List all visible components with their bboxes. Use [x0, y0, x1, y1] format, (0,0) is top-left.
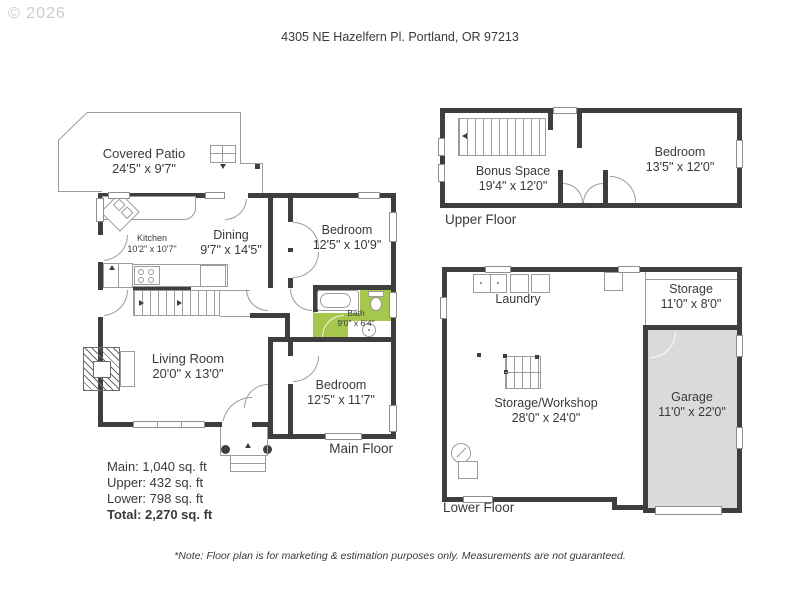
wall: [440, 108, 742, 113]
room-label-garage: [646, 390, 738, 420]
window-mullion: [157, 421, 158, 428]
door-arc: [290, 289, 312, 311]
wall: [288, 198, 293, 222]
room-label-storage-workshop: [480, 396, 612, 426]
stair-landing-line: [505, 372, 541, 373]
room-dims: 28'0" x 24'0": [511, 410, 581, 425]
room-name: Laundry: [495, 292, 541, 306]
window: [736, 427, 743, 449]
room-name: Bedroom: [654, 145, 706, 159]
room-dims: 19'4" x 12'0": [478, 178, 548, 193]
room-name: Dining: [213, 228, 249, 242]
patio-wall: [87, 112, 240, 113]
porch-outline: [267, 427, 268, 455]
floor-label-text: Lower Floor: [443, 500, 515, 515]
room-dims: 11'0" x 8'0": [660, 296, 722, 311]
wall: [268, 342, 273, 427]
floor-label-text: Upper Floor: [445, 212, 517, 227]
room-dims: 12'5" x 11'7": [307, 392, 375, 407]
room-name: Bath: [347, 308, 365, 318]
wall: [577, 108, 582, 148]
electrical-panel: [458, 461, 478, 479]
window-mullion: [181, 421, 182, 428]
wall: [440, 108, 445, 208]
garage-door: [655, 506, 722, 515]
direction-arrow: [462, 133, 467, 139]
area-summary-upper: Upper: 432 sq. ft: [107, 475, 204, 490]
side-door-gap: [96, 290, 104, 317]
closet-door-arc: [583, 183, 603, 203]
room-name: Bedroom: [315, 378, 367, 392]
room-label-upper-bedroom: [622, 145, 738, 175]
patio-wall: [240, 163, 262, 164]
wall: [643, 325, 742, 330]
room-dims: 12'5" x 10'9": [312, 237, 382, 252]
floor-label-text: Main Floor: [329, 441, 393, 456]
pantry-divider: [118, 263, 119, 288]
fireplace-firebox: [93, 361, 111, 378]
porch-post: [221, 445, 230, 454]
room-label-bedroom1: [300, 223, 394, 253]
stairs: [458, 118, 546, 156]
room-name: Kitchen: [136, 233, 168, 243]
washer: [510, 274, 529, 293]
room-dims: 9'7" x 14'5": [200, 242, 262, 257]
window: [325, 433, 362, 440]
stair-post: [535, 355, 539, 359]
skylight-symbol-line: [222, 145, 223, 163]
wall: [288, 342, 293, 356]
sink-drain: [497, 282, 499, 284]
room-label-living-room: [130, 351, 246, 382]
room-label-bedroom2: [295, 378, 387, 408]
direction-arrow: [177, 300, 182, 306]
room-label-laundry: [470, 292, 566, 307]
area-summary-main: Main: 1,040 sq. ft: [107, 459, 207, 474]
patio-wall: [262, 163, 263, 193]
wall: [603, 170, 608, 203]
room-dims: 11'0" x 22'0": [658, 404, 726, 419]
room-name: Storage/Workshop: [494, 396, 598, 410]
stair-rail: [220, 290, 250, 291]
area-summary-total: Total: 2,270 sq. ft: [107, 507, 213, 522]
patio-wall: [58, 112, 87, 141]
room-dims: 20'0" x 13'0": [152, 366, 224, 382]
window: [108, 192, 130, 199]
window: [438, 164, 445, 182]
door-arc: [225, 198, 247, 220]
patio-wall: [58, 191, 102, 192]
window: [358, 192, 380, 199]
patio-wall: [240, 112, 241, 164]
direction-arrow: [109, 265, 115, 270]
laundry-sink-divider: [490, 274, 491, 293]
stove: [134, 266, 160, 285]
window: [96, 198, 104, 222]
area-summary-lower: Lower: 798 sq. ft: [107, 491, 204, 506]
stove-burner: [148, 277, 154, 283]
room-dims: 13'5" x 12'0": [645, 159, 715, 174]
wall: [440, 203, 742, 208]
dryer: [531, 274, 550, 293]
stove-burner: [148, 269, 154, 275]
stove-burner: [138, 277, 144, 283]
window: [438, 138, 445, 156]
window: [133, 421, 205, 428]
storage-partition: [645, 279, 737, 280]
window: [440, 297, 447, 319]
direction-arrow: [245, 443, 251, 448]
wall: [344, 337, 391, 342]
floor-label-upper: [445, 212, 565, 228]
wall: [288, 384, 293, 434]
room-dims: 24'5" x 9'7": [111, 161, 177, 177]
room-name: Garage: [671, 390, 713, 404]
door-arc: [610, 176, 636, 202]
closet-door-arc: [293, 252, 319, 278]
room-label-kitchen: [112, 233, 192, 254]
room-label-bath: [330, 308, 382, 328]
page-title: 4305 NE Hazelfern Pl. Portland, OR 97213: [281, 30, 519, 44]
skylight-symbol: [210, 145, 236, 163]
floor-label-lower: [443, 500, 563, 516]
stair-post: [503, 354, 507, 358]
sink-basin: [121, 206, 134, 219]
room-name: Storage: [669, 282, 713, 296]
room-label-bonus-space: [455, 164, 571, 194]
room-label-dining: [188, 228, 274, 258]
room-dims: 10'2" x 10'7": [127, 243, 177, 254]
room-name: Bonus Space: [475, 164, 551, 178]
patio-door-gap: [225, 192, 248, 199]
floor-label-main: [290, 441, 393, 457]
window: [553, 107, 577, 114]
room-name: Covered Patio: [102, 146, 186, 161]
door-arc: [246, 289, 268, 311]
wall: [288, 278, 293, 288]
porch-outline: [220, 427, 221, 455]
wall: [268, 337, 344, 342]
disclaimer-note: *Note: Floor plan is for marketing & estimation purposes only. Measurements are not guaranteed.: [174, 550, 626, 562]
front-door-gap: [222, 421, 252, 428]
bathtub-basin: [320, 293, 351, 308]
skylight-symbol-line: [210, 153, 236, 154]
window: [736, 335, 743, 357]
sink-drain: [368, 329, 370, 331]
door-arc: [102, 290, 128, 316]
refrigerator: [200, 265, 226, 287]
window: [618, 266, 640, 273]
room-label-covered-patio: [84, 146, 204, 177]
porch-step-line: [230, 463, 266, 464]
window: [389, 292, 397, 318]
patio-wall: [58, 140, 59, 192]
wall-post: [255, 164, 260, 169]
room-name: Bedroom: [321, 223, 373, 237]
plan-marker: [477, 353, 481, 357]
sink-drain: [480, 282, 482, 284]
copyright-watermark: © 2026: [8, 5, 66, 22]
window: [389, 405, 397, 432]
water-heater: [604, 272, 623, 291]
direction-arrow: [139, 300, 144, 306]
stove-burner: [138, 269, 144, 275]
side-door-gap: [96, 235, 104, 262]
window: [205, 192, 225, 199]
room-dims: 9'0" x 6'4": [337, 318, 375, 329]
area-summary: [107, 459, 212, 523]
direction-arrow: [220, 164, 226, 169]
room-label-storage: [645, 282, 737, 312]
window: [485, 266, 511, 273]
room-name: Living Room: [151, 351, 225, 366]
stair-rail: [220, 316, 250, 317]
wall: [250, 313, 290, 318]
